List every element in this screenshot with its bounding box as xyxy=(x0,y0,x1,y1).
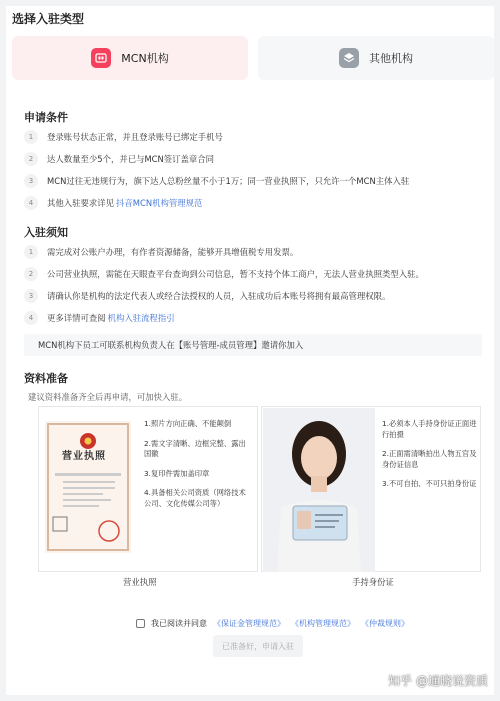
layers-icon xyxy=(339,48,359,68)
apply-button[interactable]: 已准备好，申请入驻 xyxy=(213,635,303,657)
item-text: 登录账号状态正常，并且登录账号已绑定手机号 xyxy=(47,132,223,142)
item-number: 2 xyxy=(24,152,38,166)
item-text: 其他入驻要求详见 xyxy=(47,198,114,208)
requirements-heading: 申请条件 xyxy=(24,111,68,124)
id-panel xyxy=(261,406,481,572)
license-heading: 营业执照 xyxy=(62,451,106,462)
item-number: 3 xyxy=(24,174,38,188)
license-panel xyxy=(38,406,258,572)
item-number: 1 xyxy=(24,130,38,144)
item-text: 请确认你是机构的法定代表人或经合法授权的人员，入驻成功后本账号将拥有最高管理权限。 xyxy=(47,291,391,301)
item-number: 2 xyxy=(24,267,38,281)
materials-subtitle: 建议资料准备齐全后再申请，可加快入驻。 xyxy=(28,392,188,402)
entry-guide-link[interactable]: 机构入驻流程指引 xyxy=(107,313,175,323)
tip: 4.具备相关公司资质（网络技术公司、文化传媒公司等） xyxy=(144,488,246,508)
consent-prefix: 我已阅读并同意 xyxy=(151,619,207,628)
agency-rules-link[interactable]: 《机构管理规范》 xyxy=(291,619,355,628)
note-item xyxy=(24,245,298,259)
tip: 3.不可自拍、不可只拍身份证 xyxy=(382,479,477,489)
id-tips xyxy=(382,419,478,499)
requirement-item xyxy=(24,174,409,188)
license-caption: 营业执照 xyxy=(123,577,157,587)
deposit-rules-link[interactable]: 《保证金管理规范》 xyxy=(213,619,285,628)
item-number: 3 xyxy=(24,289,38,303)
footer-watermark: 知乎 @通晓说资质 xyxy=(388,674,488,688)
item-text: 达人数量至少5个，并已与MCN签订盖章合同 xyxy=(47,154,215,164)
item-text: 公司营业执照，需能在天眼查平台查询到公司信息，暂不支持个体工商户，无法人营业执照类型入驻。 xyxy=(47,269,424,279)
item-text: 更多详情可查阅 xyxy=(47,313,106,323)
member-notice: MCN机构下员工可联系机构负责人在【账号管理-成员管理】邀请你加入 xyxy=(24,334,482,356)
note-item xyxy=(24,267,424,281)
tab-other[interactable] xyxy=(258,36,494,80)
business-license-image xyxy=(45,421,131,553)
agree-checkbox[interactable] xyxy=(136,619,145,628)
tip: 1.必须本人手持身份证正面进行拍摄 xyxy=(382,419,477,439)
requirement-item xyxy=(24,152,214,166)
license-tips xyxy=(144,419,252,518)
tip: 2.正面需清晰拍出人物五官及身份证信息 xyxy=(382,449,477,469)
arbitration-rules-link[interactable]: 《仲裁规则》 xyxy=(361,619,409,628)
requirement-item xyxy=(24,196,202,210)
note-item xyxy=(24,311,175,325)
consent-row xyxy=(136,618,409,629)
mcn-rules-link[interactable]: 抖音MCN机构管理规范 xyxy=(116,198,203,208)
tab-mcn-label: MCN机构 xyxy=(121,52,169,65)
requirement-item xyxy=(24,130,223,144)
tip: 1.照片方向正确、不能颠倒 xyxy=(144,419,232,428)
page-title: 选择入驻类型 xyxy=(12,12,85,26)
tab-mcn[interactable] xyxy=(12,36,248,80)
item-number: 1 xyxy=(24,245,38,259)
id-caption: 手持身份证 xyxy=(352,577,394,587)
tab-other-label: 其他机构 xyxy=(369,52,413,65)
item-text: MCN过往无违规行为，旗下达人总粉丝量不小于1万；同一营业执照下，只允许一个MCN主体入驻 xyxy=(47,176,410,186)
handheld-id-photo xyxy=(263,408,375,572)
item-number: 4 xyxy=(24,311,38,325)
item-text: 需完成对公账户办理，有作者资源储备，能够开具增值税专用发票。 xyxy=(47,247,299,257)
note-item xyxy=(24,289,390,303)
mcn-icon xyxy=(91,48,111,68)
tip: 2.需文字清晰、边框完整、露出国徽 xyxy=(144,438,246,459)
tip: 3.复印件需加盖印章 xyxy=(144,468,210,478)
materials-heading: 资料准备 xyxy=(24,372,68,385)
item-number: 4 xyxy=(24,196,38,210)
notes-heading: 入驻须知 xyxy=(24,226,68,239)
